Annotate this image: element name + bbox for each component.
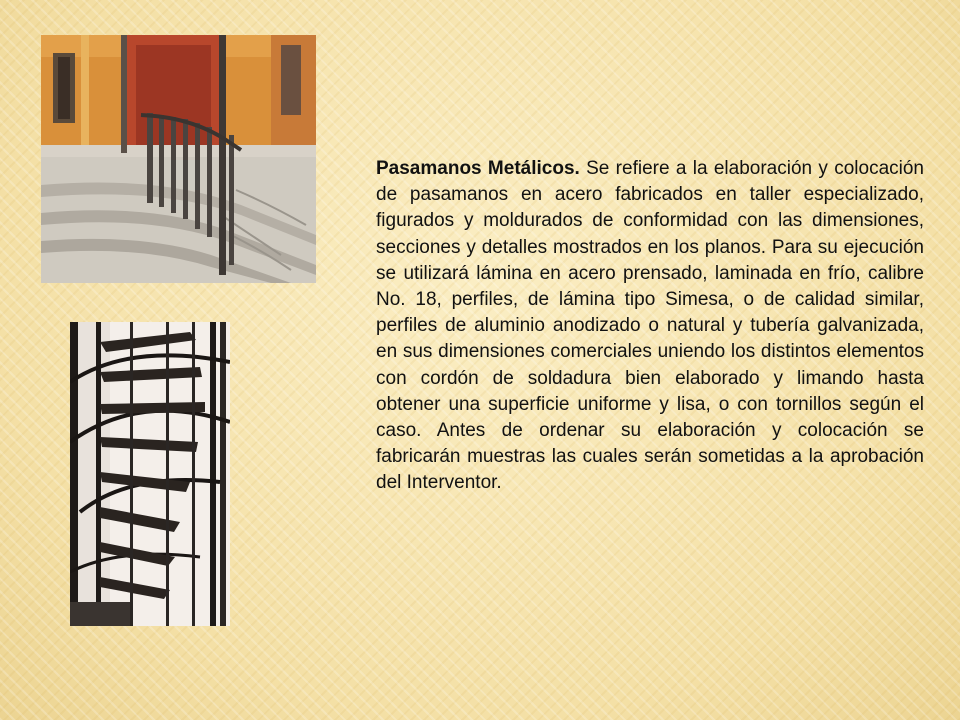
description-paragraph (376, 156, 924, 497)
photo-railing-exterior-steps-image (41, 35, 316, 283)
photo-spiral-staircase (70, 322, 230, 626)
description-body: Se refiere a la elaboración y colocación de pasamanos en acero fabricados en taller especializado, figurados y moldurados de conformidad con las dimensiones, secciones y detalles mostrados en los planos. Para su ejecución se utilizará lámina en acero prensado, laminada en frío, calibre No. 18, perfiles, de lámina tipo Simesa, o de calidad similar, perfiles de aluminio anodizado o natural y tubería galvanizada, en sus dimensiones comerciales uniendo los distintos elementos con cordón de soldadura bien elaborado y limando hasta obtener una superficie uniforme y lisa, o con tornillos según el caso. Antes de ordenar su elaboración y colocación se fabricarán muestras las cuales serán sometidas a la aprobación del Interventor. (376, 158, 924, 494)
description-heading: Pasamanos Metálicos. (376, 158, 580, 179)
photo-spiral-staircase-image (70, 322, 230, 626)
photo-railing-exterior-steps (41, 35, 316, 283)
